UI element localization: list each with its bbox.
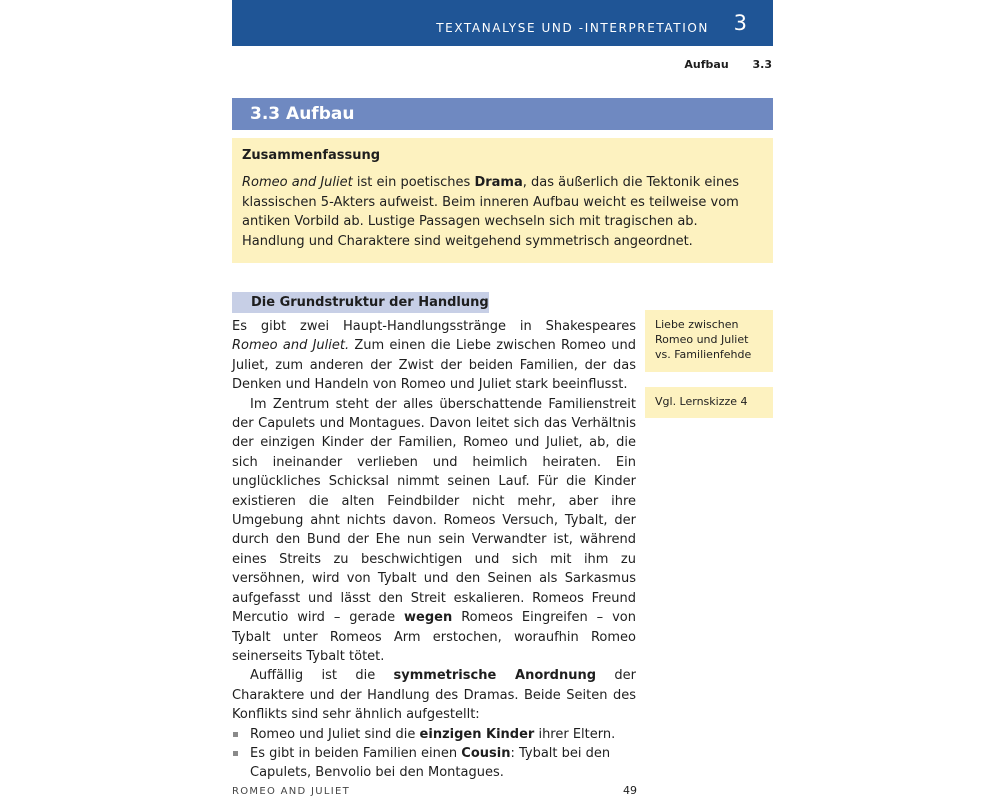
running-head (684, 58, 772, 71)
chapter-number: 3 (733, 11, 747, 35)
text-run: Im Zentrum steht der alles überschattende Familienstreit der Capulets und Montagues. Davon leitet sich das Verhältnis der einzigen Kinder der Familien, Romeo und Juliet, ab, die sich ineinander verlieben und heimlich heiraten. Ein unglückliches Schicksal nimmt seinen Lauf. Für die Kinder existieren die alten Feindbilder nicht mehr, aber ihre Umgebung ahnt nichts davon. Romeos Versuch, Tybalt, der durch den Bund der Ehe nun sein Verwandter ist, während eines Streits zu beschwichtigen und sich mit ihm zu versöhnen, wird von Tybalt und den Seinen als Sarkasmus aufgefasst und lässt den Streit eskalieren. Romeos Freund Mercutio wird – gerade (232, 396, 636, 626)
text-run: Romeos Eingreifen – von Tybalt unter Romeos Arm erstochen, woraufhin Romeo seinerseits Tybalt tötet. (232, 610, 636, 664)
summary-text-part: , das äußerlich die Tektonik eines klassischen 5-Akters aufweist. Beim inneren Aufbau weicht es teilweise vom antiken Vorbild ab. Lustige Passagen wechseln sich mit tragischen ab. Handlung und Charaktere sind weitgehend symmetrisch angeordnet. (242, 175, 740, 249)
section-title: 3.3 Aufbau (250, 104, 355, 124)
summary-text-part: ist ein poetisches (352, 175, 475, 190)
summary-work-title: Romeo and Juliet (242, 175, 353, 190)
summary-text (242, 173, 763, 251)
summary-title: Zusammenfassung (242, 148, 381, 163)
section-heading-bar (232, 98, 773, 130)
list-item (232, 744, 636, 783)
text-run: Es gibt in beiden Familien einen (250, 745, 462, 761)
square-bullet-icon (233, 732, 238, 737)
bold-term: Cousin (461, 745, 511, 761)
work-title: Romeo and Juliet. (232, 338, 350, 354)
bullet-list (232, 725, 636, 783)
margin-note-reference: Vgl. Lernskizze 4 (645, 387, 773, 418)
chapter-title: TEXTANALYSE UND -INTERPRETATION (436, 21, 709, 35)
text-run: ihrer Eltern. (534, 726, 616, 742)
bold-term: wegen (404, 610, 453, 626)
text-run: Es gibt zwei Haupt-Handlungsstränge in Shakespeares (232, 319, 636, 334)
paragraph (232, 317, 636, 395)
text-run: der Charaktere und der Handlung des Dramas. Beide Seiten des Konflikts sind sehr ähnlich aufgestellt: (232, 668, 636, 723)
summary-keyword: Drama (474, 175, 523, 190)
margin-note: Liebe zwischen Romeo und Juliet vs. Familienfehde (645, 310, 773, 372)
text-run: Zum einen die Liebe zwischen Romeo und Juliet, zum anderen der Zwist der beiden Familien, der das Denken und Handeln von Romeo und Juliet stark beeinflusst. (232, 338, 636, 393)
subheading-bar (232, 292, 489, 313)
paragraph (232, 666, 636, 724)
running-section-title: Aufbau (684, 58, 729, 71)
paragraph (232, 395, 636, 667)
text-run: : Tybalt bei den Capulets, Benvolio bei den Montagues. (250, 745, 611, 781)
text-run: Auffällig ist die (250, 668, 394, 684)
text-run: Romeo und Juliet sind die (250, 726, 420, 742)
chapter-header-bar (232, 0, 773, 46)
list-item (232, 725, 636, 744)
subheading: Die Grundstruktur der Handlung (251, 295, 489, 310)
bold-term: symmetrische Anordnung (393, 668, 597, 684)
square-bullet-icon (233, 751, 238, 756)
bold-term: einzigen Kinder (419, 726, 535, 742)
body-text (232, 317, 636, 783)
footer-book-title: ROMEO AND JULIET (232, 786, 351, 797)
page-number: 49 (623, 784, 637, 797)
summary-box (232, 138, 773, 263)
running-section-number: 3.3 (752, 58, 772, 71)
